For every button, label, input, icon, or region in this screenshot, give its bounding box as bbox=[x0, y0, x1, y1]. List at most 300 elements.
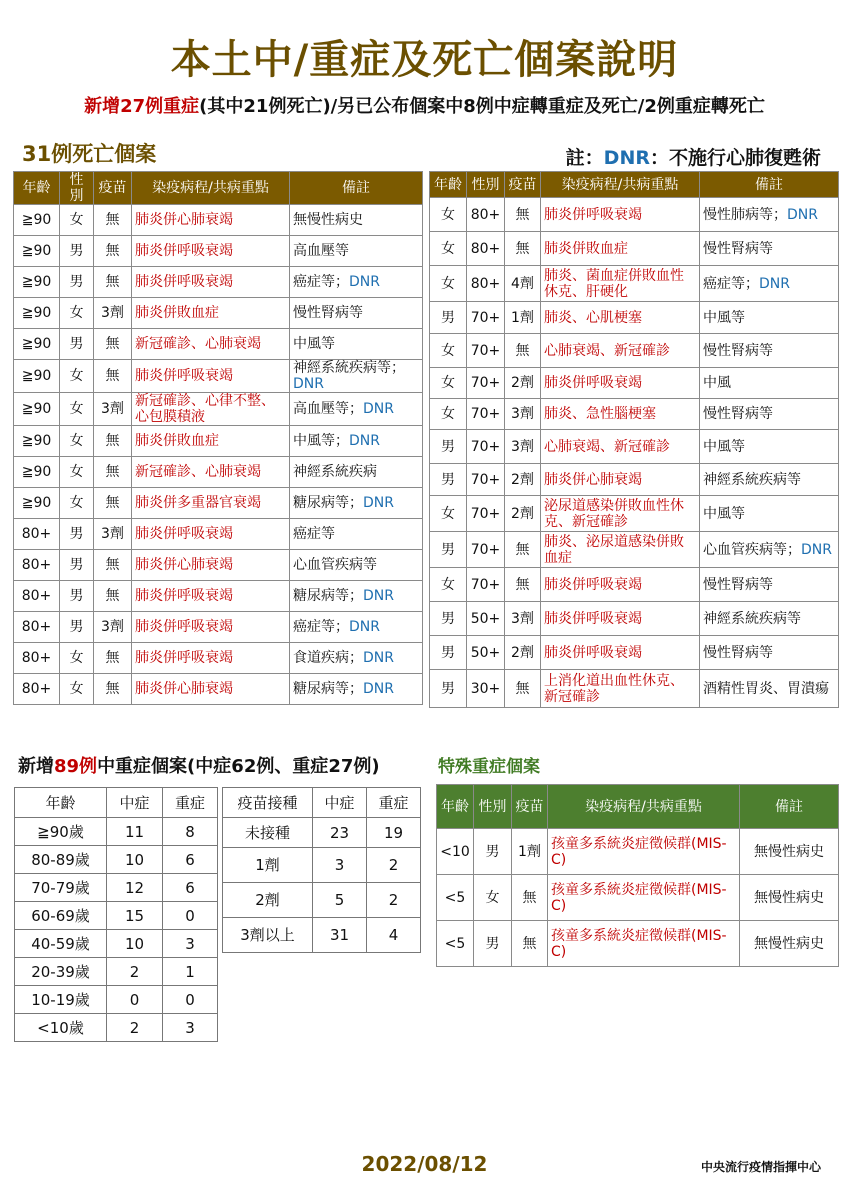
cell-severe: 4 bbox=[367, 918, 421, 953]
cell-age: 70+ bbox=[467, 302, 505, 334]
dnr-tag: DNR bbox=[363, 650, 394, 666]
cell-vaccine: 2劑 bbox=[505, 368, 541, 399]
table-row bbox=[15, 902, 218, 930]
cell-age-group: ≧90歲 bbox=[15, 818, 107, 846]
table-row bbox=[430, 334, 839, 368]
cell-vaccine-status: 2劑 bbox=[223, 883, 313, 918]
cell-note bbox=[290, 205, 423, 236]
cell-vaccine: 無 bbox=[512, 921, 548, 967]
cell-severe: 8 bbox=[163, 818, 218, 846]
cell-note bbox=[290, 457, 423, 488]
cell-age: 80+ bbox=[14, 612, 60, 643]
table-row bbox=[223, 818, 421, 848]
cell-sex: 男 bbox=[60, 519, 94, 550]
cell-vaccine: 無 bbox=[94, 360, 132, 393]
cell-vaccine: 無 bbox=[94, 426, 132, 457]
cell-note bbox=[290, 550, 423, 581]
table-row bbox=[437, 921, 839, 967]
table-row bbox=[14, 236, 423, 267]
col-header-sex: 性別 bbox=[60, 172, 94, 205]
cell-vaccine: 無 bbox=[94, 236, 132, 267]
cell-sex: 女 bbox=[60, 426, 94, 457]
cell-vaccine: 3劑 bbox=[94, 519, 132, 550]
cell-vaccine: 無 bbox=[94, 329, 132, 360]
cell-severe: 3 bbox=[163, 930, 218, 958]
cell-course: 肺炎併敗血症 bbox=[541, 232, 700, 266]
cell-age: 80+ bbox=[14, 550, 60, 581]
cell-moderate: 0 bbox=[107, 986, 163, 1014]
special-cases-table bbox=[436, 784, 839, 967]
cell-age: 50+ bbox=[467, 636, 505, 670]
cell-vaccine: 無 bbox=[94, 205, 132, 236]
note-dnr: DNR bbox=[603, 147, 650, 169]
page-title: 本土中/重症及死亡個案說明 bbox=[170, 37, 679, 83]
cell-sex: 女 bbox=[60, 205, 94, 236]
cell-severe: 2 bbox=[367, 883, 421, 918]
note-text: 中風等 bbox=[293, 336, 335, 352]
note-text: 中風等 bbox=[703, 505, 745, 522]
note-text: 神經系統疾病等； bbox=[293, 360, 405, 376]
table-row bbox=[14, 519, 423, 550]
cell-course: 泌尿道感染併敗血性休克、新冠確診 bbox=[541, 496, 700, 532]
table-row bbox=[14, 643, 423, 674]
table-row bbox=[437, 875, 839, 921]
table-row bbox=[14, 426, 423, 457]
cell-age-group: 70-79歲 bbox=[15, 874, 107, 902]
cell-vaccine-status: 未接種 bbox=[223, 818, 313, 848]
cell-age-group: 20-39歲 bbox=[15, 958, 107, 986]
cell-vaccine: 無 bbox=[94, 267, 132, 298]
cell-age: <5 bbox=[437, 875, 474, 921]
cell-age: 80+ bbox=[14, 643, 60, 674]
cell-sex: 男 bbox=[474, 829, 512, 875]
col-header-age: 年齡 bbox=[14, 172, 60, 205]
cell-vaccine-status: 3劑以上 bbox=[223, 918, 313, 953]
cell-moderate: 2 bbox=[107, 1014, 163, 1042]
cell-course: 肺炎併呼吸衰竭 bbox=[132, 643, 290, 674]
moderate-header: 中症 bbox=[107, 788, 163, 818]
cell-course: 肺炎併心肺衰竭 bbox=[132, 550, 290, 581]
cell-sex: 男 bbox=[60, 329, 94, 360]
table-row bbox=[14, 488, 423, 519]
cell-moderate: 5 bbox=[313, 883, 367, 918]
col-header-sex: 性別 bbox=[467, 172, 505, 198]
col-header-note: 備註 bbox=[290, 172, 423, 205]
dnr-tag: DNR bbox=[759, 275, 790, 292]
table-row bbox=[430, 636, 839, 670]
vaccine-stats-table bbox=[222, 787, 421, 953]
cell-age-group: 10-19歲 bbox=[15, 986, 107, 1014]
cell-age: 70+ bbox=[467, 399, 505, 430]
cell-sex: 男 bbox=[60, 267, 94, 298]
cell-sex: 女 bbox=[60, 457, 94, 488]
cell-note bbox=[290, 329, 423, 360]
cell-age: ≧90 bbox=[14, 360, 60, 393]
dnr-tag: DNR bbox=[349, 433, 380, 449]
dnr-note bbox=[566, 143, 821, 170]
cell-note bbox=[700, 232, 839, 266]
cell-vaccine: 3劑 bbox=[94, 298, 132, 329]
table-row bbox=[15, 986, 218, 1014]
dnr-tag: DNR bbox=[349, 274, 380, 290]
dnr-tag: DNR bbox=[363, 495, 394, 511]
cell-vaccine: 2劑 bbox=[505, 636, 541, 670]
col-header-age: 年齡 bbox=[437, 785, 474, 829]
cell-note bbox=[700, 198, 839, 232]
note-text: 心血管疾病等 bbox=[293, 557, 377, 573]
cell-course: 肺炎併敗血症 bbox=[132, 426, 290, 457]
cell-vaccine: 無 bbox=[94, 643, 132, 674]
table-row bbox=[430, 496, 839, 532]
cell-note bbox=[700, 464, 839, 496]
cell-sex: 女 bbox=[60, 360, 94, 393]
cell-vaccine-status: 1劑 bbox=[223, 848, 313, 883]
cell-note bbox=[700, 266, 839, 302]
cell-course: 肺炎併呼吸衰竭 bbox=[132, 360, 290, 393]
cell-vaccine: 無 bbox=[505, 334, 541, 368]
note-text: 慢性腎病等 bbox=[703, 240, 773, 257]
cell-age: ≧90 bbox=[14, 457, 60, 488]
cell-sex: 女 bbox=[474, 875, 512, 921]
note-text: 高血壓等； bbox=[293, 401, 363, 417]
cell-age: ≧90 bbox=[14, 329, 60, 360]
note-text: 慢性肺病等； bbox=[703, 206, 787, 223]
cell-note bbox=[290, 643, 423, 674]
cell-note: 無慢性病史 bbox=[740, 921, 839, 967]
cell-course: 孩童多系統炎症徵候群(MIS-C) bbox=[548, 829, 740, 875]
cell-vaccine: 無 bbox=[94, 581, 132, 612]
cell-age: 80+ bbox=[14, 581, 60, 612]
cell-sex: 女 bbox=[60, 488, 94, 519]
table-row bbox=[15, 874, 218, 902]
cell-course: 肺炎、心肌梗塞 bbox=[541, 302, 700, 334]
table-row bbox=[223, 918, 421, 953]
cell-note bbox=[700, 670, 839, 708]
table-row bbox=[14, 360, 423, 393]
cell-sex: 女 bbox=[430, 334, 467, 368]
cell-vaccine: 無 bbox=[94, 674, 132, 705]
subtitle-rest: (其中21例死亡)/另已公布個案中8例中症轉重症及死亡/2例重症轉死亡 bbox=[199, 96, 765, 117]
cell-sex: 女 bbox=[430, 232, 467, 266]
cell-sex: 男 bbox=[430, 602, 467, 636]
cell-age: 70+ bbox=[467, 532, 505, 568]
dnr-tag: DNR bbox=[801, 541, 832, 558]
cell-note bbox=[700, 568, 839, 602]
cell-vaccine: 無 bbox=[94, 457, 132, 488]
note-text: 中風等； bbox=[293, 433, 349, 449]
table-row bbox=[15, 1014, 218, 1042]
note-text: 癌症等； bbox=[293, 274, 349, 290]
cell-age: <10 bbox=[437, 829, 474, 875]
cell-course: 肺炎併心肺衰竭 bbox=[541, 464, 700, 496]
cell-severe: 0 bbox=[163, 986, 218, 1014]
cell-note bbox=[290, 612, 423, 643]
cell-sex: 女 bbox=[430, 399, 467, 430]
cell-severe: 0 bbox=[163, 902, 218, 930]
cell-note bbox=[290, 236, 423, 267]
cell-note bbox=[700, 334, 839, 368]
organization-name: 中央流行疫情指揮中心 bbox=[700, 1160, 821, 1174]
cell-note bbox=[700, 532, 839, 568]
cell-note bbox=[700, 496, 839, 532]
cell-vaccine: 3劑 bbox=[505, 399, 541, 430]
table-row bbox=[14, 581, 423, 612]
cell-sex: 男 bbox=[430, 532, 467, 568]
note-text: 中風 bbox=[703, 375, 731, 391]
note-prefix: 註： bbox=[565, 147, 604, 169]
vaccine-header: 疫苗接種 bbox=[223, 788, 313, 818]
col-header-course: 染疫病程/共病重點 bbox=[541, 172, 700, 198]
note-text: 神經系統疾病 bbox=[293, 464, 377, 480]
cell-age-group: <10歲 bbox=[15, 1014, 107, 1042]
death-section-title: 31例死亡個案 bbox=[22, 142, 157, 166]
col-header-sex: 性別 bbox=[474, 785, 512, 829]
cell-vaccine: 3劑 bbox=[94, 612, 132, 643]
special-cases-title: 特殊重症個案 bbox=[438, 757, 540, 777]
cell-note bbox=[700, 368, 839, 399]
col-header-vaccine: 疫苗 bbox=[512, 785, 548, 829]
page-subtitle bbox=[0, 92, 849, 118]
dnr-tag: DNR bbox=[363, 681, 394, 697]
cell-sex: 女 bbox=[60, 393, 94, 426]
cell-age: ≧90 bbox=[14, 488, 60, 519]
cell-age: 70+ bbox=[467, 496, 505, 532]
cell-age: ≧90 bbox=[14, 236, 60, 267]
table-row bbox=[430, 670, 839, 708]
cell-course: 肺炎併呼吸衰竭 bbox=[541, 198, 700, 232]
table-row bbox=[430, 266, 839, 302]
cell-course: 心肺衰竭、新冠確診 bbox=[541, 430, 700, 464]
severe-header: 重症 bbox=[367, 788, 421, 818]
cell-moderate: 12 bbox=[107, 874, 163, 902]
cell-sex: 女 bbox=[430, 368, 467, 399]
note-text: 癌症等 bbox=[293, 526, 335, 542]
cell-age: 80+ bbox=[14, 674, 60, 705]
cell-note bbox=[700, 399, 839, 430]
table-row bbox=[14, 298, 423, 329]
table-row bbox=[430, 302, 839, 334]
cell-course: 肺炎併呼吸衰竭 bbox=[541, 602, 700, 636]
death-table-left bbox=[13, 171, 423, 705]
subtitle-highlight: 新增27例重症 bbox=[84, 96, 200, 117]
cell-sex: 男 bbox=[430, 636, 467, 670]
cell-sex: 男 bbox=[60, 236, 94, 267]
note-text: 糖尿病等； bbox=[293, 495, 363, 511]
cell-sex: 女 bbox=[430, 266, 467, 302]
note-text: 癌症等； bbox=[703, 275, 759, 292]
report-date: 2022/08/12 bbox=[361, 1152, 488, 1176]
cell-note bbox=[290, 360, 423, 393]
dnr-tag: DNR bbox=[349, 619, 380, 635]
cell-sex: 女 bbox=[430, 198, 467, 232]
dnr-tag: DNR bbox=[363, 401, 394, 417]
cell-age-group: 40-59歲 bbox=[15, 930, 107, 958]
note-text: 無慢性病史 bbox=[293, 212, 363, 228]
cell-severe: 6 bbox=[163, 846, 218, 874]
cell-vaccine: 2劑 bbox=[505, 464, 541, 496]
col-header-age: 年齡 bbox=[430, 172, 467, 198]
new-cases-title bbox=[18, 752, 380, 778]
cell-note bbox=[290, 267, 423, 298]
cell-vaccine: 4劑 bbox=[505, 266, 541, 302]
note-text: 食道疾病； bbox=[293, 650, 363, 666]
cell-course: 新冠確診、心肺衰竭 bbox=[132, 457, 290, 488]
cell-vaccine: 2劑 bbox=[505, 496, 541, 532]
col-header-note: 備註 bbox=[700, 172, 839, 198]
cell-age: 30+ bbox=[467, 670, 505, 708]
table-row bbox=[14, 612, 423, 643]
cell-course: 新冠確診、心律不整、心包膜積液 bbox=[132, 393, 290, 426]
cell-age: 70+ bbox=[467, 568, 505, 602]
note-text: 慢性腎病等 bbox=[703, 644, 773, 661]
cell-course: 肺炎併呼吸衰竭 bbox=[132, 612, 290, 643]
cell-severe: 6 bbox=[163, 874, 218, 902]
cell-age-group: 80-89歲 bbox=[15, 846, 107, 874]
cell-age: 70+ bbox=[467, 464, 505, 496]
cell-age: 70+ bbox=[467, 368, 505, 399]
table-row bbox=[14, 393, 423, 426]
cell-vaccine: 無 bbox=[505, 198, 541, 232]
table-row bbox=[430, 464, 839, 496]
cell-vaccine: 無 bbox=[94, 488, 132, 519]
cell-age: ≧90 bbox=[14, 267, 60, 298]
cell-moderate: 3 bbox=[313, 848, 367, 883]
note-text: 神經系統疾病等 bbox=[703, 471, 801, 488]
table-row bbox=[430, 568, 839, 602]
note-text: 神經系統疾病等 bbox=[703, 610, 801, 627]
cell-vaccine: 3劑 bbox=[94, 393, 132, 426]
moderate-header: 中症 bbox=[313, 788, 367, 818]
cell-age: 80+ bbox=[467, 232, 505, 266]
cell-note bbox=[700, 602, 839, 636]
cell-sex: 男 bbox=[430, 302, 467, 334]
col-header-vaccine: 疫苗 bbox=[94, 172, 132, 205]
cell-age: ≧90 bbox=[14, 205, 60, 236]
cell-sex: 女 bbox=[60, 643, 94, 674]
table-row bbox=[430, 430, 839, 464]
cell-sex: 男 bbox=[430, 464, 467, 496]
cell-age: 80+ bbox=[467, 266, 505, 302]
cell-course: 肺炎併呼吸衰竭 bbox=[541, 636, 700, 670]
cell-sex: 女 bbox=[430, 568, 467, 602]
table-row bbox=[14, 457, 423, 488]
table-row bbox=[15, 930, 218, 958]
note-text: 高血壓等 bbox=[293, 243, 349, 259]
dnr-tag: DNR bbox=[787, 206, 818, 223]
cell-severe: 2 bbox=[367, 848, 421, 883]
cell-age: ≧90 bbox=[14, 393, 60, 426]
note-suffix: ：不施行心肺復甦術 bbox=[649, 147, 821, 169]
note-text: 心血管疾病等； bbox=[703, 541, 801, 558]
cell-sex: 男 bbox=[430, 670, 467, 708]
cell-note bbox=[700, 636, 839, 670]
cell-vaccine: 1劑 bbox=[512, 829, 548, 875]
note-text: 糖尿病等； bbox=[293, 588, 363, 604]
cell-severe: 1 bbox=[163, 958, 218, 986]
cell-severe: 3 bbox=[163, 1014, 218, 1042]
new-cases-count: 89例 bbox=[54, 756, 98, 777]
cell-moderate: 10 bbox=[107, 846, 163, 874]
table-row bbox=[15, 958, 218, 986]
cell-course: 上消化道出血性休克、新冠確診 bbox=[541, 670, 700, 708]
cell-course: 肺炎併呼吸衰竭 bbox=[132, 581, 290, 612]
cell-sex: 女 bbox=[430, 496, 467, 532]
new-cases-suffix: 中重症個案(中症62例、重症27例) bbox=[97, 756, 380, 777]
table-row bbox=[430, 198, 839, 232]
cell-note bbox=[700, 302, 839, 334]
note-text: 糖尿病等； bbox=[293, 681, 363, 697]
cell-course: 肺炎併心肺衰竭 bbox=[132, 674, 290, 705]
death-table-right bbox=[429, 171, 839, 708]
cell-course: 孩童多系統炎症徵候群(MIS-C) bbox=[548, 875, 740, 921]
dnr-tag: DNR bbox=[293, 376, 324, 392]
table-row bbox=[15, 818, 218, 846]
cell-note bbox=[290, 426, 423, 457]
cell-moderate: 11 bbox=[107, 818, 163, 846]
cell-course: 肺炎併呼吸衰竭 bbox=[541, 568, 700, 602]
cell-note bbox=[290, 393, 423, 426]
cell-note bbox=[290, 519, 423, 550]
cell-course: 肺炎併多重器官衰竭 bbox=[132, 488, 290, 519]
cell-course: 新冠確診、心肺衰竭 bbox=[132, 329, 290, 360]
table-row bbox=[437, 829, 839, 875]
table-row bbox=[223, 848, 421, 883]
note-text: 中風等 bbox=[703, 438, 745, 455]
cell-course: 肺炎、菌血症併敗血性休克、肝硬化 bbox=[541, 266, 700, 302]
cell-course: 肺炎併敗血症 bbox=[132, 298, 290, 329]
cell-severe: 19 bbox=[367, 818, 421, 848]
table-row bbox=[430, 399, 839, 430]
cell-vaccine: 無 bbox=[505, 232, 541, 266]
cell-moderate: 31 bbox=[313, 918, 367, 953]
cell-course: 心肺衰竭、新冠確診 bbox=[541, 334, 700, 368]
cell-sex: 女 bbox=[60, 674, 94, 705]
note-text: 酒精性胃炎、胃潰瘍 bbox=[703, 680, 829, 697]
table-row bbox=[430, 532, 839, 568]
cell-vaccine: 無 bbox=[505, 532, 541, 568]
table-row bbox=[14, 329, 423, 360]
table-row bbox=[14, 205, 423, 236]
cell-sex: 男 bbox=[60, 581, 94, 612]
table-row bbox=[430, 368, 839, 399]
cell-vaccine: 無 bbox=[94, 550, 132, 581]
cell-sex: 男 bbox=[474, 921, 512, 967]
cell-age: ≧90 bbox=[14, 298, 60, 329]
table-row bbox=[223, 883, 421, 918]
new-cases-prefix: 新增 bbox=[18, 756, 54, 777]
cell-vaccine: 無 bbox=[505, 568, 541, 602]
cell-course: 肺炎、急性腦梗塞 bbox=[541, 399, 700, 430]
cell-vaccine: 無 bbox=[512, 875, 548, 921]
table-row bbox=[430, 602, 839, 636]
col-header-vaccine: 疫苗 bbox=[505, 172, 541, 198]
note-text: 癌症等； bbox=[293, 619, 349, 635]
note-text: 慢性腎病等 bbox=[293, 305, 363, 321]
cell-note bbox=[290, 581, 423, 612]
col-header-course: 染疫病程/共病重點 bbox=[548, 785, 740, 829]
cell-note: 無慢性病史 bbox=[740, 829, 839, 875]
cell-vaccine: 1劑 bbox=[505, 302, 541, 334]
cell-course: 孩童多系統炎症徵候群(MIS-C) bbox=[548, 921, 740, 967]
cell-age: 80+ bbox=[467, 198, 505, 232]
cell-course: 肺炎併呼吸衰竭 bbox=[132, 236, 290, 267]
cell-moderate: 2 bbox=[107, 958, 163, 986]
cell-sex: 男 bbox=[430, 430, 467, 464]
cell-note bbox=[290, 488, 423, 519]
cell-age: <5 bbox=[437, 921, 474, 967]
age-stats-table bbox=[14, 787, 218, 1042]
cell-age: 70+ bbox=[467, 430, 505, 464]
